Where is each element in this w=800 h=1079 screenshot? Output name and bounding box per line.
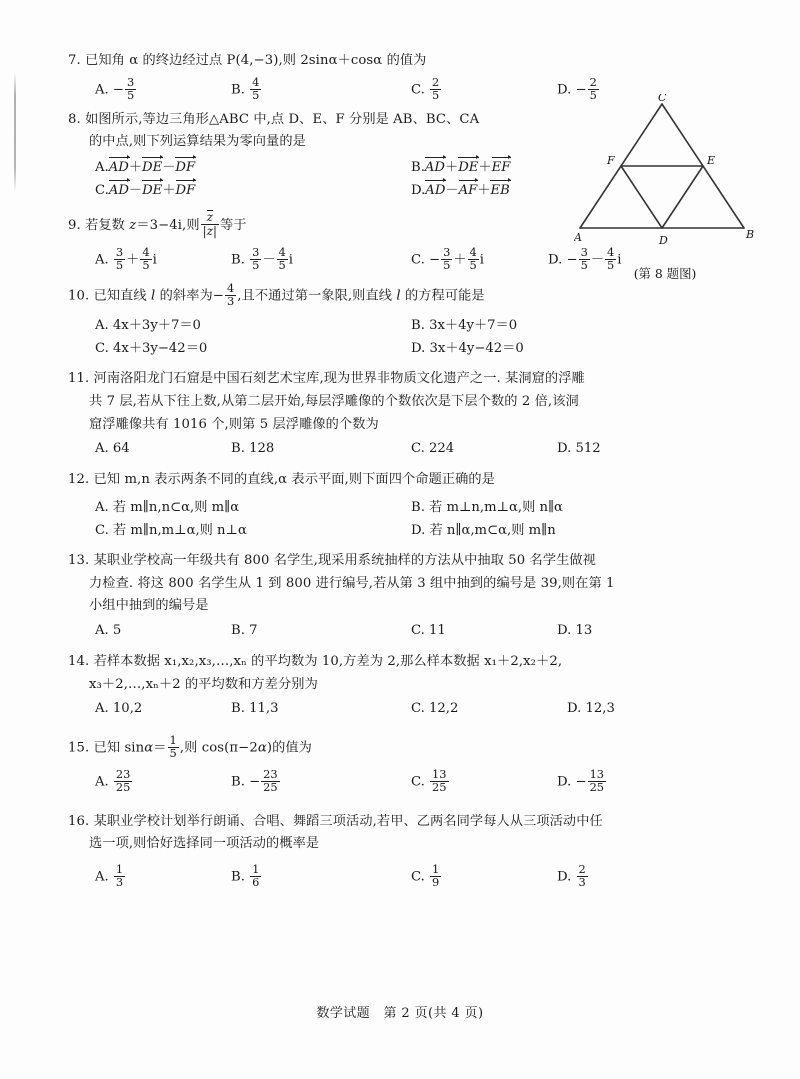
scan-binding-artifact bbox=[14, 72, 16, 192]
question-10-text: 10. 已知直线 l 的斜率为− $\frac{4}{3}$ ,且不通过第一象限,则直线 l 的方程可能是 bbox=[68, 280, 485, 308]
option-a[interactable]: A. $\frac{3}{5}$ ＋ $\frac{4}{5}$ i bbox=[95, 244, 157, 272]
question-7-text: 7. 已知角 α 的终边经过点 P(4,−3),则 2sinα＋cosα 的值为 bbox=[68, 53, 427, 68]
label-A: A bbox=[574, 231, 582, 244]
option-d[interactable]: D.AD－AF＋EB bbox=[411, 183, 510, 199]
question-14-text-line2: x₃＋2,…,xₙ＋2 的平均数和方差分别为 bbox=[89, 676, 318, 692]
question-15-options bbox=[68, 766, 758, 803]
option-b[interactable]: B. 若 m⊥n,m⊥α,则 n∥α bbox=[411, 499, 563, 515]
option-d[interactable]: D. $\frac{2}{3}$ bbox=[557, 862, 586, 889]
option-b[interactable]: B.AD＋DE＋EF bbox=[411, 160, 511, 176]
label-B: B bbox=[746, 228, 754, 241]
question-14-text-line1: 14. 若样本数据 x₁,x₂,x₃,…,xₙ 的平均数为 10,方差为 2,那么样本数据 x₁＋2,x₂＋2, bbox=[68, 654, 563, 670]
question-13 bbox=[68, 550, 758, 645]
option-c[interactable]: C. − $\frac{3}{5}$ ＋ $\frac{4}{5}$ i bbox=[411, 244, 484, 272]
question-8-text-line2: 的中点,则下列运算结果为零向量的是 bbox=[89, 134, 306, 150]
option-b[interactable]: B. $\frac{4}{5}$ bbox=[231, 74, 260, 102]
option-d[interactable]: D. 12,3 bbox=[567, 701, 615, 717]
triangle-diagram-svg bbox=[574, 94, 754, 254]
segment-FD bbox=[621, 166, 662, 228]
question-13-text-line2: 力检查. 将这 800 名学生从 1 到 800 进行编号,若从第 3 组中抽到的编号是 39,则在第 1 bbox=[89, 575, 615, 591]
label-E: E bbox=[707, 154, 716, 167]
question-11-text-line3: 窟浮雕像共有 1016 个,则第 5 层浮雕像的个数为 bbox=[89, 416, 379, 432]
label-D: D bbox=[659, 234, 668, 247]
figure-question-8 bbox=[574, 94, 754, 254]
option-c[interactable]: C. $\frac{13}{25}$ bbox=[411, 766, 447, 794]
page-footer: 数学试题 第 2 页(共 4 页) bbox=[316, 1006, 484, 1021]
option-c[interactable]: C. 12,2 bbox=[411, 701, 459, 717]
segment-DE bbox=[662, 166, 703, 228]
question-16 bbox=[68, 811, 758, 898]
option-c[interactable]: C. $\frac{1}{9}$ bbox=[411, 862, 440, 889]
question-16-text-line1: 16. 某职业学校计划举行朗诵、合唱、舞蹈三项活动,若甲、乙两名同学每人从三项活动中任 bbox=[68, 813, 603, 829]
option-a[interactable]: A. 10,2 bbox=[95, 701, 143, 717]
question-10 bbox=[68, 280, 758, 362]
question-15 bbox=[68, 735, 758, 802]
question-8 bbox=[68, 109, 568, 204]
question-9-text: 9. 若复数 z＝3−4i,则 z | z | 等于 bbox=[68, 210, 758, 238]
question-8-options bbox=[68, 156, 568, 204]
option-a[interactable]: A. $\frac{1}{3}$ bbox=[95, 862, 124, 889]
option-b[interactable]: B. 11,3 bbox=[231, 701, 279, 717]
question-13-text-line3: 小组中抽到的编号是 bbox=[89, 598, 209, 614]
option-b[interactable]: B. $\frac{1}{6}$ bbox=[231, 862, 260, 889]
option-a[interactable]: A. − $\frac{3}{5}$ bbox=[95, 74, 135, 102]
label-C: C bbox=[658, 94, 667, 104]
option-d[interactable]: D. 13 bbox=[557, 623, 593, 639]
question-11-options bbox=[68, 441, 758, 463]
question-11-text-line1: 11. 河南洛阳龙门石窟是中国石刻艺术宝库,现为世界非物质文化遗产之一. 某洞窟的浮雕 bbox=[68, 371, 585, 387]
option-b[interactable]: B. $\frac{3}{5}$ － $\frac{4}{5}$ i bbox=[231, 244, 293, 272]
conjugate-z: z bbox=[206, 210, 214, 225]
question-14-options bbox=[68, 701, 758, 723]
option-c[interactable]: C. 若 m∥n,m⊥α,则 n⊥α bbox=[95, 522, 247, 538]
option-b[interactable]: B. 3x＋4y＋7＝0 bbox=[411, 318, 518, 334]
option-c[interactable]: C. $\frac{2}{5}$ bbox=[411, 74, 440, 102]
option-d[interactable]: D. 3x＋4y−42＝0 bbox=[411, 341, 524, 357]
option-c[interactable]: C.AD－DE＋DF bbox=[95, 183, 196, 199]
figure-caption: (第 8 题图) bbox=[633, 266, 697, 281]
option-d[interactable]: D. − $\frac{3}{5}$ － $\frac{4}{5}$ i bbox=[548, 244, 622, 272]
question-13-options bbox=[68, 623, 758, 645]
question-10-options bbox=[68, 314, 758, 362]
modulus-z: | z | bbox=[203, 225, 217, 237]
option-d[interactable]: D. − $\frac{13}{25}$ bbox=[557, 766, 605, 794]
option-c[interactable]: C. 4x＋3y−42＝0 bbox=[95, 341, 208, 357]
option-a[interactable]: A. 4x＋3y＋7＝0 bbox=[95, 318, 201, 334]
label-F: F bbox=[607, 154, 615, 167]
option-c[interactable]: C. 11 bbox=[411, 623, 446, 639]
option-b[interactable]: B. 7 bbox=[231, 623, 258, 639]
option-c[interactable]: C. 224 bbox=[411, 441, 455, 457]
question-14 bbox=[68, 651, 758, 723]
question-12-options bbox=[68, 496, 758, 544]
question-12-text: 12. 已知 m,n 表示两条不同的直线,α 表示平面,则下面四个命题正确的是 bbox=[68, 472, 496, 488]
question-16-options bbox=[68, 864, 758, 898]
option-a[interactable]: A. 64 bbox=[95, 441, 130, 457]
option-b[interactable]: B. 128 bbox=[231, 441, 275, 457]
option-d[interactable]: D. 512 bbox=[557, 441, 601, 457]
question-8-text-line1: 8. 如图所示,等边三角形△ABC 中,点 D、E、F 分别是 AB、BC、CA bbox=[68, 111, 480, 127]
option-a[interactable]: A. $\frac{23}{25}$ bbox=[95, 766, 131, 794]
option-d[interactable]: D. 若 n∥α,m⊂α,则 m∥n bbox=[411, 522, 556, 538]
option-b[interactable]: B. − $\frac{23}{25}$ bbox=[231, 766, 278, 794]
question-11-text-line2: 共 7 层,若从下往上数,从第二层开始,每层浮雕像的个数依次是下层个数的 2 倍,该洞 bbox=[89, 393, 579, 409]
question-15-text: 15. 已知 sinα＝ $\frac{1}{5}$ ,则 cos(π−2α)的值为 bbox=[68, 733, 312, 761]
question-11 bbox=[68, 368, 758, 463]
question-13-text-line1: 13. 某职业学校高一年级共有 800 名学生,现采用系统抽样的方法从中抽取 50 名学生做视 bbox=[68, 552, 596, 568]
option-d[interactable]: D. − $\frac{2}{5}$ bbox=[557, 74, 597, 102]
option-a[interactable]: A. 5 bbox=[95, 623, 122, 639]
question-12 bbox=[68, 469, 758, 544]
option-a[interactable]: A. 若 m∥n,n⊂α,则 m∥α bbox=[95, 499, 240, 515]
question-16-text-line2: 选一项,则恰好选择同一项活动的概率是 bbox=[89, 836, 320, 852]
option-a[interactable]: A.AD＋DE－DF bbox=[95, 160, 196, 176]
